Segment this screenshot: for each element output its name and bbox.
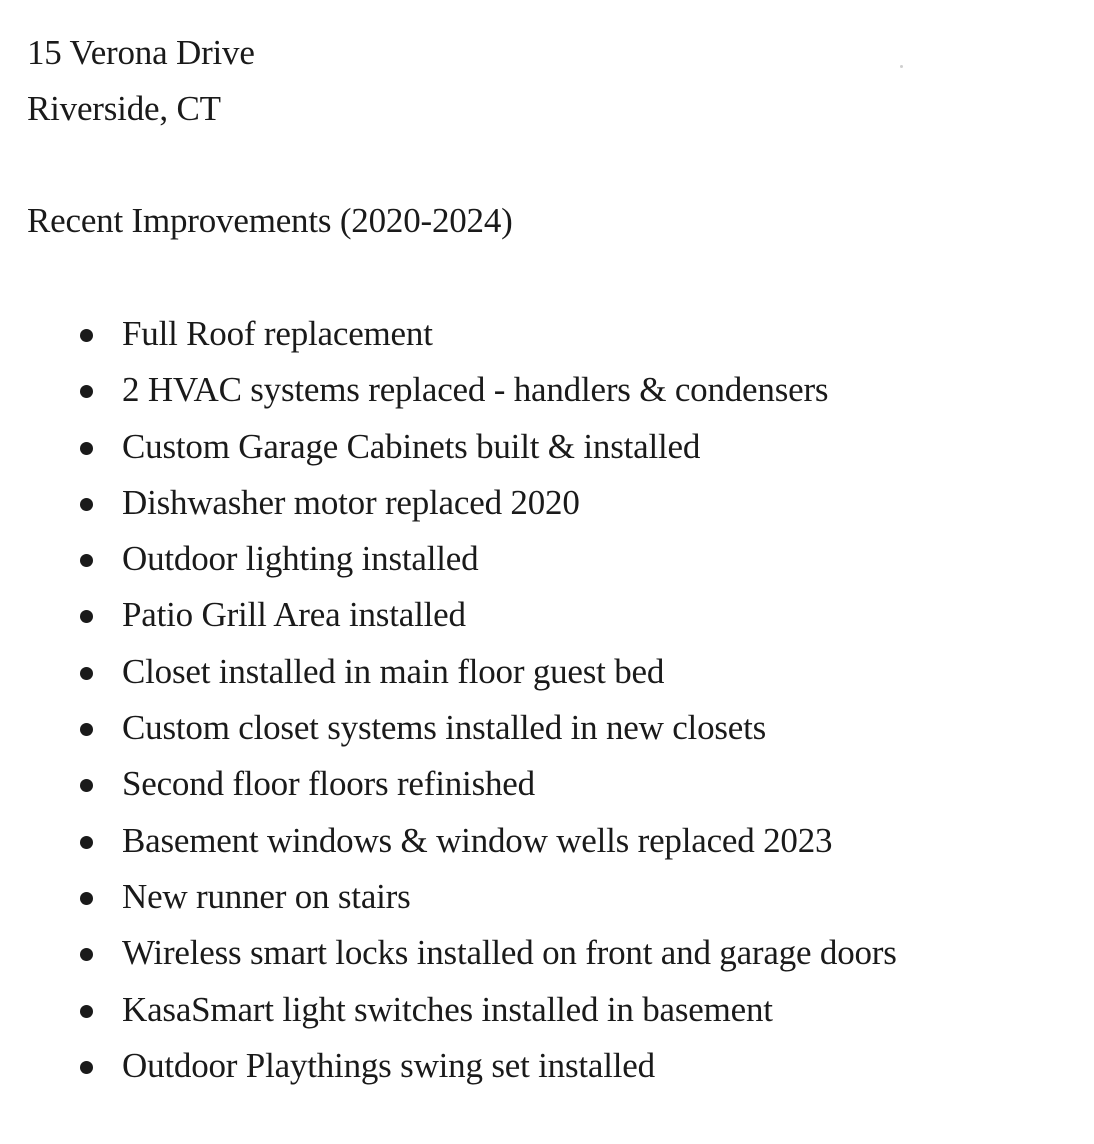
bullet-icon	[80, 498, 93, 511]
list-item-text: Outdoor Playthings swing set installed	[122, 1045, 655, 1085]
bullet-icon	[80, 554, 93, 567]
list-item-text: Closet installed in main floor guest bed	[122, 651, 665, 691]
list-item-text: Dishwasher motor replaced 2020	[122, 482, 580, 522]
list-item-text: Wireless smart locks installed on front and garage doors	[122, 933, 897, 973]
bullet-icon	[80, 610, 93, 623]
section-heading: Recent Improvements (2020-2024)	[27, 201, 513, 240]
bullet-icon	[80, 667, 93, 680]
bullet-icon	[80, 723, 93, 736]
bullet-icon	[80, 836, 93, 849]
list-item-text: Outdoor lighting installed	[122, 539, 479, 579]
bullet-icon	[80, 948, 93, 961]
bullet-icon	[80, 892, 93, 905]
scan-speck	[900, 65, 903, 68]
bullet-icon	[80, 779, 93, 792]
list-item-text: Second floor floors refinished	[122, 764, 535, 804]
list-item-text: New runner on stairs	[122, 876, 411, 916]
list-item-text: KasaSmart light switches installed in basement	[122, 989, 773, 1029]
list-item-text: Patio Grill Area installed	[122, 595, 466, 635]
list-item-text: 2 HVAC systems replaced - handlers & condensers	[122, 370, 829, 410]
address-city: Riverside, CT	[27, 89, 221, 128]
list-item-text: Basement windows & window wells replaced 2023	[122, 820, 833, 860]
bullet-icon	[80, 1061, 93, 1074]
bullet-icon	[80, 442, 93, 455]
list-item-text: Custom Garage Cabinets built & installed	[122, 426, 701, 466]
bullet-icon	[80, 329, 93, 342]
list-item-text: Custom closet systems installed in new closets	[122, 708, 767, 748]
address-street: 15 Verona Drive	[27, 33, 255, 72]
bullet-icon	[80, 1005, 93, 1018]
bullet-icon	[80, 385, 93, 398]
list-item-text: Full Roof replacement	[122, 314, 433, 353]
